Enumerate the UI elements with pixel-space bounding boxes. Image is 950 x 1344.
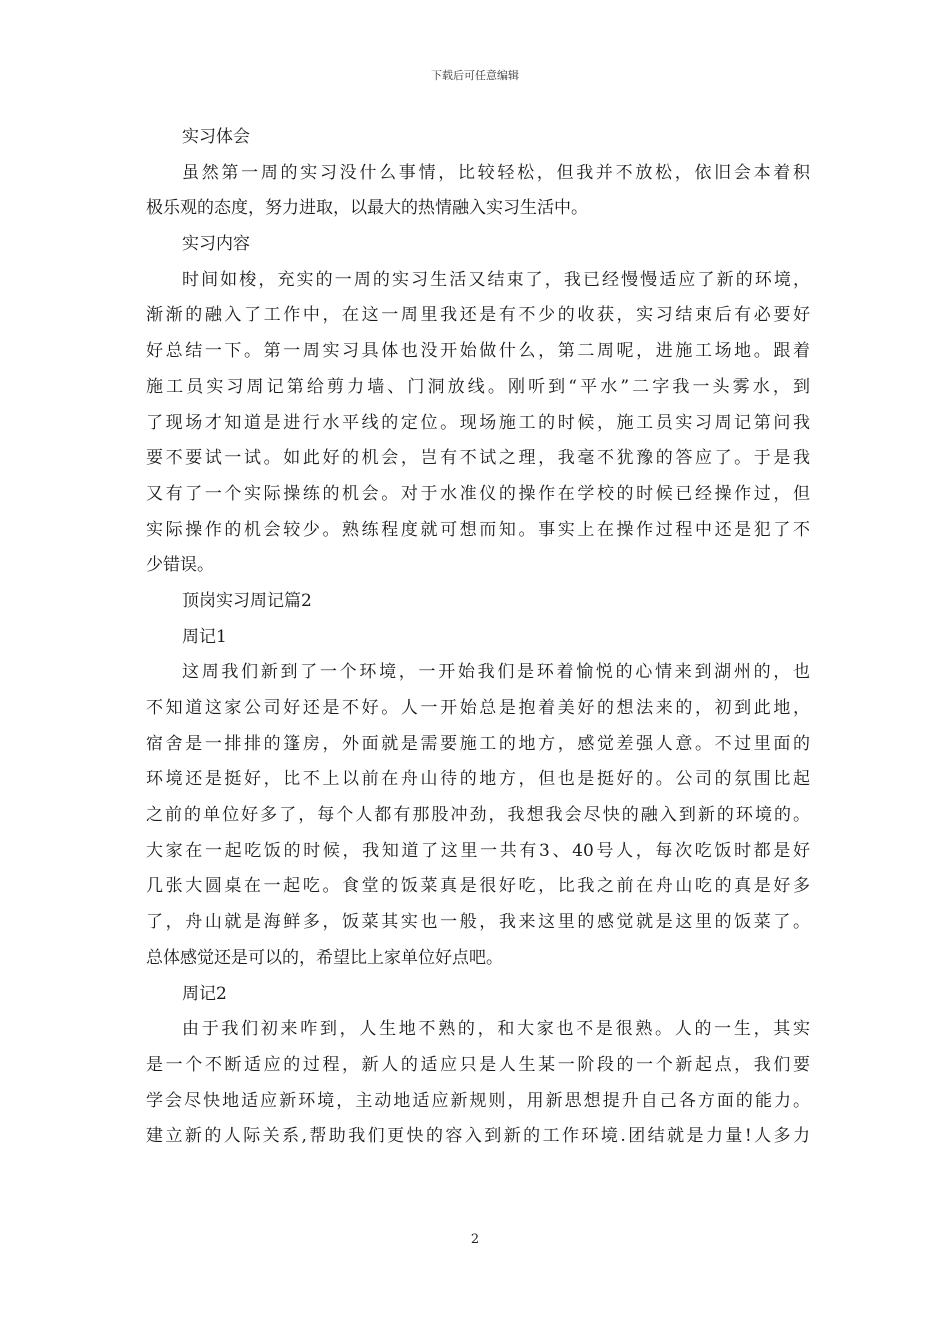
- document-body: [146, 120, 810, 1155]
- text-line: 虽然第一周的实习没什么事情，比较轻松，但我并不放松，依旧会本着积: [182, 162, 810, 183]
- page-header: 下载后可任意编辑: [431, 69, 519, 82]
- text-line: 要不要试一试。如此好的机会，岂有不试之理，我毫不犹豫的答应了。于是我: [146, 448, 810, 469]
- text-line: 时间如梭，充实的一周的实习生活又结束了，我已经慢慢适应了新的环境，: [182, 269, 810, 290]
- text-line: 这周我们新到了一个环境，一开始我们是环着愉悦的心情来到湖州的，也: [182, 662, 810, 683]
- text-line: 极乐观的态度，努力进取，以最大的热情融入实习生活中。: [146, 198, 588, 219]
- page-number: 2: [470, 1232, 480, 1247]
- text-line: 大家在一起吃饭的时候，我知道了这里一共有3、40号人，每次吃饭时都是好: [146, 840, 810, 861]
- text-line: 周记1: [182, 626, 227, 647]
- text-line: 少错误。: [146, 555, 214, 576]
- text-line: 实习体会: [182, 127, 250, 147]
- text-line: 总体感觉还是可以的，希望比上家单位好点吧。: [146, 947, 503, 968]
- text-line: 顶岗实习周记篇2: [182, 590, 312, 611]
- text-line: 施工员实习周记第给剪力墙、门洞放线。刚听到“平水”二字我一头雾水，到: [146, 376, 810, 397]
- text-line: 学会尽快地适应新环境，主动地适应新规则，用新思想提升自己各方面的能力。: [146, 1090, 810, 1111]
- text-line: 了，舟山就是海鲜多，饭菜其实也一般，我来这里的感觉就是这里的饭菜了。: [146, 912, 810, 933]
- text-line: 实际操作的机会较少。熟练程度就可想而知。事实上在操作过程中还是犯了不: [146, 519, 810, 540]
- text-line: 建立新的人际关系,帮助我们更快的容入到新的工作环境.团结就是力量!人多力: [146, 1126, 810, 1147]
- text-line: 了现场才知道是进行水平线的定位。现场施工的时候，施工员实习周记第问我: [146, 412, 810, 433]
- text-line: 之前的单位好多了，每个人都有那股冲劲，我想我会尽快的融入到新的环境的。: [146, 805, 810, 826]
- text-line: 实习内容: [182, 234, 250, 255]
- text-line: 是一个不断适应的过程，新人的适应只是人生某一阶段的一个新起点，我们要: [146, 1054, 810, 1075]
- text-line: 不知道这家公司好还是不好。人一开始总是抱着美好的想法来的，初到此地，: [146, 698, 810, 718]
- text-line: 几张大圆桌在一起吃。食堂的饭菜真是很好吃，比我之前在舟山吃的真是好多: [146, 876, 810, 897]
- text-line: 渐渐的融入了工作中，在这一周里我还是有不少的收获，实习结束后有必要好: [146, 305, 810, 326]
- text-line: 周记2: [182, 983, 227, 1004]
- text-line: 环境还是挺好，比不上以前在舟山待的地方，但也是挺好的。公司的氛围比起: [146, 769, 810, 790]
- text-line: 由于我们初来咋到，人生地不熟的，和大家也不是很熟。人的一生，其实: [182, 1019, 810, 1040]
- text-line: 好总结一下。第一周实习具体也没开始做什么，第二周呢，进施工场地。跟着: [146, 341, 810, 362]
- text-line: 宿舍是一排排的篷房，外面就是需要施工的地方，感觉差强人意。不过里面的: [146, 733, 810, 754]
- text-line: 又有了一个实际操练的机会。对于水准仪的操作在学校的时候已经操作过，但: [146, 483, 810, 504]
